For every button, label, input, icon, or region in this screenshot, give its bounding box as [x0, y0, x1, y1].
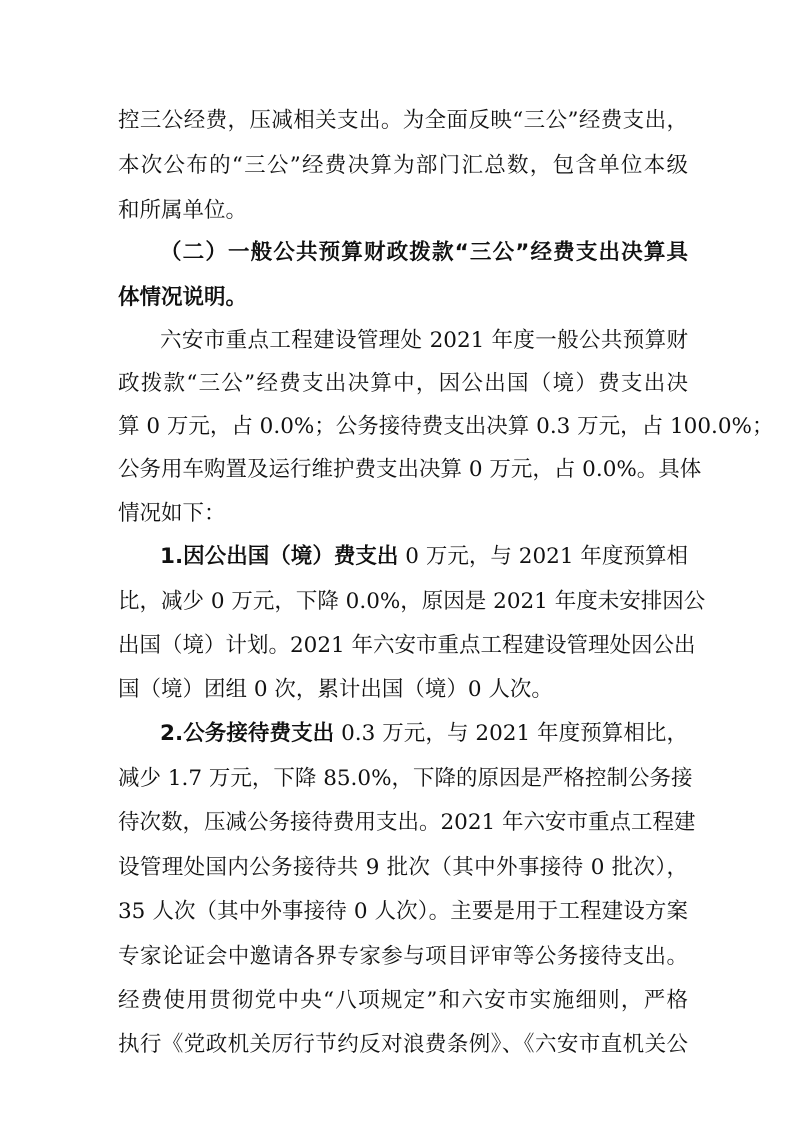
paragraph-line: 比，减少 0 万元，下降 0.0%，原因是 2021 年度未安排因公 — [118, 589, 706, 614]
paragraph-line: 政拨款“三公”经费支出决算中，因公出国（境）费支出决 — [118, 371, 688, 396]
item-text: 0 万元，与 2021 年度预算相 — [398, 544, 688, 569]
paragraph-line: 待次数，压减公务接待费用支出。2021 年六安市重点工程建 — [118, 810, 696, 835]
paragraph-line — [160, 720, 688, 748]
item-text: 0.3 万元，与 2021 年度预算相比， — [334, 721, 688, 746]
paragraph-line: 出国（境）计划。2021 年六安市重点工程建设管理处因公出 — [118, 633, 696, 658]
paragraph-line: 本次公布的“三公”经费决算为部门汇总数，包含单位本级 — [118, 153, 688, 178]
paragraph-line — [160, 543, 688, 571]
section-heading: 体情况说明。 — [118, 285, 248, 310]
paragraph-line: 算 0 万元，占 0.0%；公务接待费支出决算 0.3 万元，占 100.0%； — [118, 414, 774, 439]
paragraph-line: 设管理处国内公务接待共 9 批次（其中外事接待 0 批次）， — [118, 855, 688, 880]
item-heading: 1.因公出国（境）费支出 — [160, 544, 399, 569]
paragraph-line: 执行《党政机关厉行节约反对浪费条例》、《六安市直机关公 — [118, 1032, 688, 1057]
item-heading: 2.公务接待费支出 — [160, 721, 335, 746]
paragraph-line: 公务用车购置及运行维护费支出决算 0 万元，占 0.0%。具体 — [118, 457, 702, 482]
section-heading: （二）一般公共预算财政拨款“三公”经费支出决算具 — [160, 240, 688, 265]
paragraph-line: 和所属单位。 — [118, 198, 248, 223]
paragraph-line: 控三公经费，压减相关支出。为全面反映“三公”经费支出， — [118, 108, 688, 133]
paragraph-line: 情况如下： — [118, 501, 226, 526]
paragraph-line: 六安市重点工程建设管理处 2021 年度一般公共预算财 — [160, 328, 688, 353]
paragraph-line: 国（境）团组 0 次，累计出国（境）0 人次。 — [118, 677, 553, 702]
paragraph-line: 35 人次（其中外事接待 0 人次）。主要是用于工程建设方案 — [118, 899, 688, 924]
paragraph-line: 经费使用贯彻党中央“八项规定”和六安市实施细则，严格 — [118, 988, 688, 1013]
paragraph-line: 减少 1.7 万元，下降 85.0%，下降的原因是严格控制公务接 — [118, 766, 693, 791]
paragraph-line: 专家论证会中邀请各界专家参与项目评审等公务接待支出。 — [118, 944, 688, 969]
